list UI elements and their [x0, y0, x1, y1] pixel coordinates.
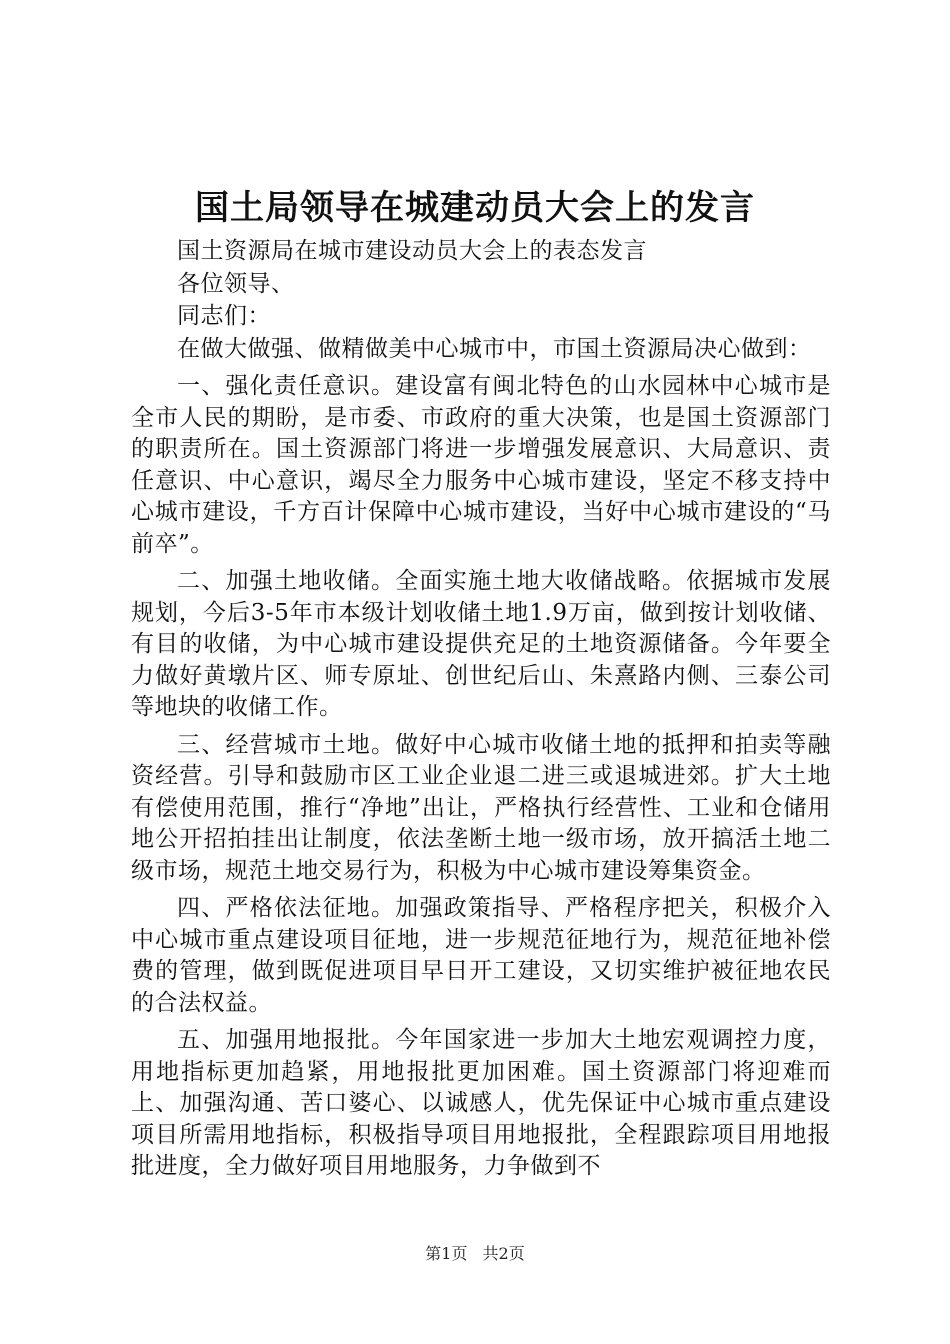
subtitle-paragraph: 国土资源局在城市建设动员大会上的表态发言 — [177, 238, 647, 264]
page-total: 共2页 — [482, 1244, 525, 1263]
point-2-paragraph: 二、加强土地收储。全面实施土地大收储战略。依据城市发展规划，今后3-5年市本级计划收储土地1.9万亩，做到按计划收储、有目的收储，为中心城市建设提供充足的土地资源储备。今年要全力做好黄墩片区、师专原址、创世纪后山、朱熹路内侧、三泰公司等地块的收储工作。 — [131, 568, 831, 720]
point-4-paragraph: 四、严格依法征地。加强政策指导、严格程序把关，积极介入中心城市重点建设项目征地，进一步规范征地行为，规范征地补偿费的管理，做到既促进项目早日开工建设，又切实维护被征地农民的合法权益。 — [131, 895, 831, 1016]
point-1-paragraph: 一、强化责任意识。建设富有闽北特色的山水园林中心城市是全市人民的期盼，是市委、市政府的重大决策，也是国土资源部门的职责所在。国土资源部门将进一步增强发展意识、大局意识、责任意识、中心意识，竭尽全力服务中心城市建设，坚定不移支持中心城市建设，千方百计保障中心城市建设，当好中心城市建设的“马前卒”。 — [131, 373, 831, 557]
salutation-leaders: 各位领导、 — [177, 270, 295, 297]
intro-paragraph: 在做大做强、做精做美中心城市中，市国土资源局决心做到： — [177, 335, 812, 362]
page-number: 第1页 — [425, 1244, 468, 1263]
document-body — [131, 236, 831, 1189]
document-title: 国土局领导在城建动员大会上的发言 — [195, 188, 755, 228]
salutation-comrades: 同志们： — [177, 303, 271, 329]
point-5-paragraph: 五、加强用地报批。今年国家进一步加大土地宏观调控力度，用地指标更加趋紧，用地报批更加困难。国土资源部门将迎难而上、加强沟通、苦口婆心、以诚感人，优先保证中心城市重点建设项目所需用地指标，积极指导项目用地报批，全程跟踪项目用地报批进度，全力做好项目用地服务，力争做到不 — [131, 1027, 831, 1179]
point-3-paragraph: 三、经营城市土地。做好中心城市收储土地的抵押和拍卖等融资经营。引导和鼓励市区工业企业退二进三或退城进郊。扩大土地有偿使用范围，推行“净地”出让，严格执行经营性、工业和仓储用地公开招拍挂出让制度，依法垄断土地一级市场，放开搞活土地二级市场，规范土地交易行为，积极为中心城市建设筹集资金。 — [131, 731, 831, 884]
page-footer — [0, 1242, 950, 1266]
